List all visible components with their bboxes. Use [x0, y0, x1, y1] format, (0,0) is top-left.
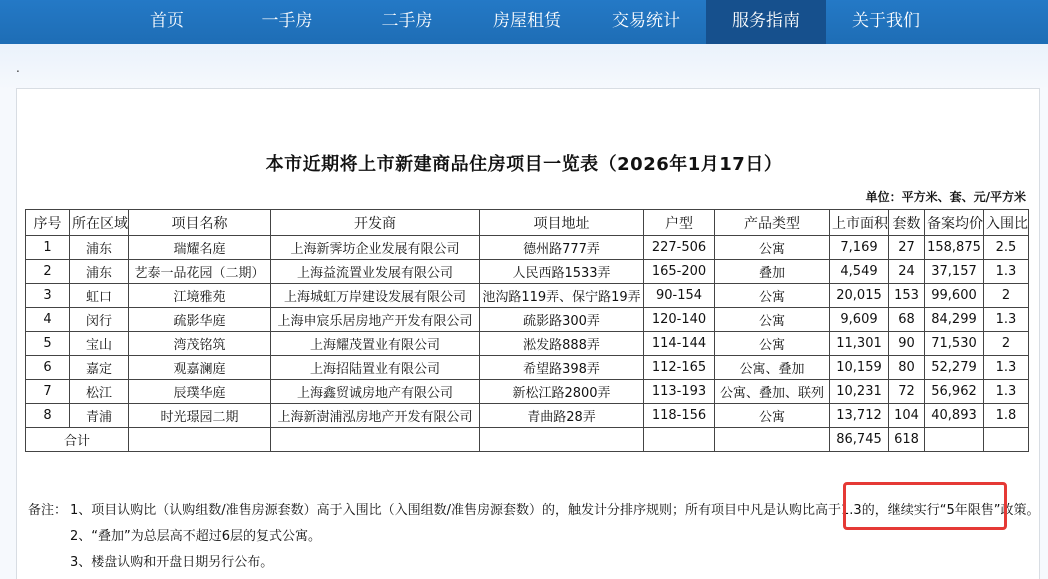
projects-table [25, 209, 1029, 452]
table-cell: 观嘉澜庭 [129, 356, 271, 380]
table-cell: 上海益流置业发展有限公司 [271, 260, 480, 284]
nav-rentals[interactable]: 房屋租赁 [493, 11, 561, 31]
table-cell: 7,169 [830, 236, 889, 260]
table-cell: 84,299 [925, 308, 984, 332]
table-row [26, 284, 1029, 308]
col-header: 项目地址 [480, 210, 644, 236]
table-cell [984, 428, 1029, 452]
table-cell: 瑞耀名庭 [129, 236, 271, 260]
table-cell: 37,157 [925, 260, 984, 284]
table-cell: 2 [984, 284, 1029, 308]
table-cell: 公寓 [715, 332, 830, 356]
table-cell: 松江 [70, 380, 129, 404]
table-cell: 10,231 [830, 380, 889, 404]
table-cell: 上海招陆置业有限公司 [271, 356, 480, 380]
table-cell: 公寓 [715, 284, 830, 308]
note-line-2: 2、“叠加”为总层高不超过6层的复式公寓。 [70, 529, 322, 544]
table-cell: 上海耀茂置业有限公司 [271, 332, 480, 356]
col-header: 上市面积 [830, 210, 889, 236]
total-units: 618 [889, 428, 925, 452]
total-area: 86,745 [830, 428, 889, 452]
table-cell: 56,962 [925, 380, 984, 404]
table-cell: 上海申宸乐居房地产开发有限公司 [271, 308, 480, 332]
table-cell: 辰璞华庭 [129, 380, 271, 404]
table-cell: 80 [889, 356, 925, 380]
table-cell: 2.5 [984, 236, 1029, 260]
top-nav-bar [0, 0, 1048, 44]
col-header: 开发商 [271, 210, 480, 236]
table-cell: 118-156 [644, 404, 715, 428]
table-cell: 淞发路888弄 [480, 332, 644, 356]
col-header: 户型 [644, 210, 715, 236]
table-cell: 6 [26, 356, 70, 380]
table-cell: 68 [889, 308, 925, 332]
nav-transaction-stats[interactable]: 交易统计 [612, 11, 680, 31]
table-cell [715, 428, 830, 452]
note-line-1-highlight: 继续实行“5年限售”政策。 [887, 503, 1040, 518]
highlight-annotation-box [843, 482, 1007, 530]
table-cell: 158,875 [925, 236, 984, 260]
table-cell: 1.8 [984, 404, 1029, 428]
table-cell: 叠加 [715, 260, 830, 284]
table-cell: 90-154 [644, 284, 715, 308]
nav-home[interactable]: 首页 [150, 11, 184, 31]
table-cell: 浦东 [70, 260, 129, 284]
table-cell: 青曲路28弄 [480, 404, 644, 428]
table-cell: 上海鑫贸诚房地产有限公司 [271, 380, 480, 404]
table-cell: 71,530 [925, 332, 984, 356]
table-cell: 9,609 [830, 308, 889, 332]
table-cell: 嘉定 [70, 356, 129, 380]
table-cell: 希望路398弄 [480, 356, 644, 380]
table-cell: 1.3 [984, 260, 1029, 284]
col-header: 项目名称 [129, 210, 271, 236]
col-header: 入围比 [984, 210, 1029, 236]
nav-resale-homes[interactable]: 二手房 [381, 11, 433, 31]
table-cell: 1.3 [984, 308, 1029, 332]
table-cell: 90 [889, 332, 925, 356]
col-header: 产品类型 [715, 210, 830, 236]
table-cell: 27 [889, 236, 925, 260]
table-cell [480, 428, 644, 452]
table-cell: 宝山 [70, 332, 129, 356]
table-cell: 227-506 [644, 236, 715, 260]
table-cell: 艺泰一品花园（二期） [129, 260, 271, 284]
table-cell: 上海新澍浦泓房地产开发有限公司 [271, 404, 480, 428]
table-cell: 疏影路300弄 [480, 308, 644, 332]
table-cell: 112-165 [644, 356, 715, 380]
table-cell: 青浦 [70, 404, 129, 428]
table-cell: 4 [26, 308, 70, 332]
table-cell [644, 428, 715, 452]
table-cell: 2 [984, 332, 1029, 356]
page-title: 本市近期将上市新建商品住房项目一览表（2026年1月17日） [265, 154, 783, 175]
table-cell: 池沟路119弄、保宁路19弄 [480, 284, 644, 308]
table-cell: 公寓 [715, 308, 830, 332]
table-cell: 江境雅苑 [129, 284, 271, 308]
nav-new-homes[interactable]: 一手房 [261, 11, 313, 31]
table-cell: 72 [889, 380, 925, 404]
table-cell: 新松江路2800弄 [480, 380, 644, 404]
table-cell: 165-200 [644, 260, 715, 284]
note-line-3: 3、楼盘认购和开盘日期另行公布。 [70, 555, 274, 570]
table-cell: 99,600 [925, 284, 984, 308]
table-row [26, 404, 1029, 428]
nav-service-guide[interactable]: 服务指南 [706, 0, 826, 44]
table-cell: 虹口 [70, 284, 129, 308]
table-cell [271, 428, 480, 452]
col-header: 套数 [889, 210, 925, 236]
table-cell: 3 [26, 284, 70, 308]
table-row [26, 356, 1029, 380]
table-cell: 7 [26, 380, 70, 404]
table-cell: 上海城虹万岸建设发展有限公司 [271, 284, 480, 308]
nav-about-us[interactable]: 关于我们 [852, 11, 920, 31]
col-header: 序号 [26, 210, 70, 236]
table-cell: 2 [26, 260, 70, 284]
table-cell: 公寓、叠加、联列 [715, 380, 830, 404]
table-cell: 闵行 [70, 308, 129, 332]
table-cell: 8 [26, 404, 70, 428]
table-cell [925, 428, 984, 452]
table-cell: 德州路777弄 [480, 236, 644, 260]
table-cell: 上海新霁坊企业发展有限公司 [271, 236, 480, 260]
table-cell [129, 428, 271, 452]
total-label: 合计 [26, 428, 129, 452]
table-cell: 52,279 [925, 356, 984, 380]
table-cell: 13,712 [830, 404, 889, 428]
table-row [26, 236, 1029, 260]
table-cell: 4,549 [830, 260, 889, 284]
table-cell: 1.3 [984, 356, 1029, 380]
table-cell: 104 [889, 404, 925, 428]
table-cell: 疏影华庭 [129, 308, 271, 332]
table-header-row [26, 210, 1029, 236]
note-line-1-text: 1、项目认购比（认购组数/准售房源套数）高于入围比（入围组数/准售房源套数）的，触发计分排序规则；所有项目中凡是认购比高于1.3的， [70, 503, 888, 518]
table-cell: 人民西路1533弄 [480, 260, 644, 284]
table-cell: 公寓、叠加 [715, 356, 830, 380]
table-cell: 湾茂铭筑 [129, 332, 271, 356]
col-header: 所在区域 [70, 210, 129, 236]
table-row [26, 380, 1029, 404]
table-cell: 1.3 [984, 380, 1029, 404]
col-header: 备案均价 [925, 210, 984, 236]
table-cell: 113-193 [644, 380, 715, 404]
table-cell: 40,893 [925, 404, 984, 428]
table-total-row [26, 428, 1029, 452]
units-note: 单位：平方米、套、元/平方米 [865, 190, 1026, 204]
table-cell: 时光璟园二期 [129, 404, 271, 428]
table-cell: 153 [889, 284, 925, 308]
table-cell: 5 [26, 332, 70, 356]
banner-background [0, 44, 1048, 90]
table-cell: 浦东 [70, 236, 129, 260]
table-row [26, 308, 1029, 332]
table-row [26, 260, 1029, 284]
table-cell: 20,015 [830, 284, 889, 308]
stray-dot: . [16, 61, 20, 75]
table-cell: 1 [26, 236, 70, 260]
table-cell: 11,301 [830, 332, 889, 356]
notes-label: 备注： [28, 503, 68, 518]
table-cell: 公寓 [715, 236, 830, 260]
table-cell: 114-144 [644, 332, 715, 356]
table-row [26, 332, 1029, 356]
table-cell: 10,159 [830, 356, 889, 380]
table-cell: 公寓 [715, 404, 830, 428]
table-cell: 24 [889, 260, 925, 284]
table-cell: 120-140 [644, 308, 715, 332]
